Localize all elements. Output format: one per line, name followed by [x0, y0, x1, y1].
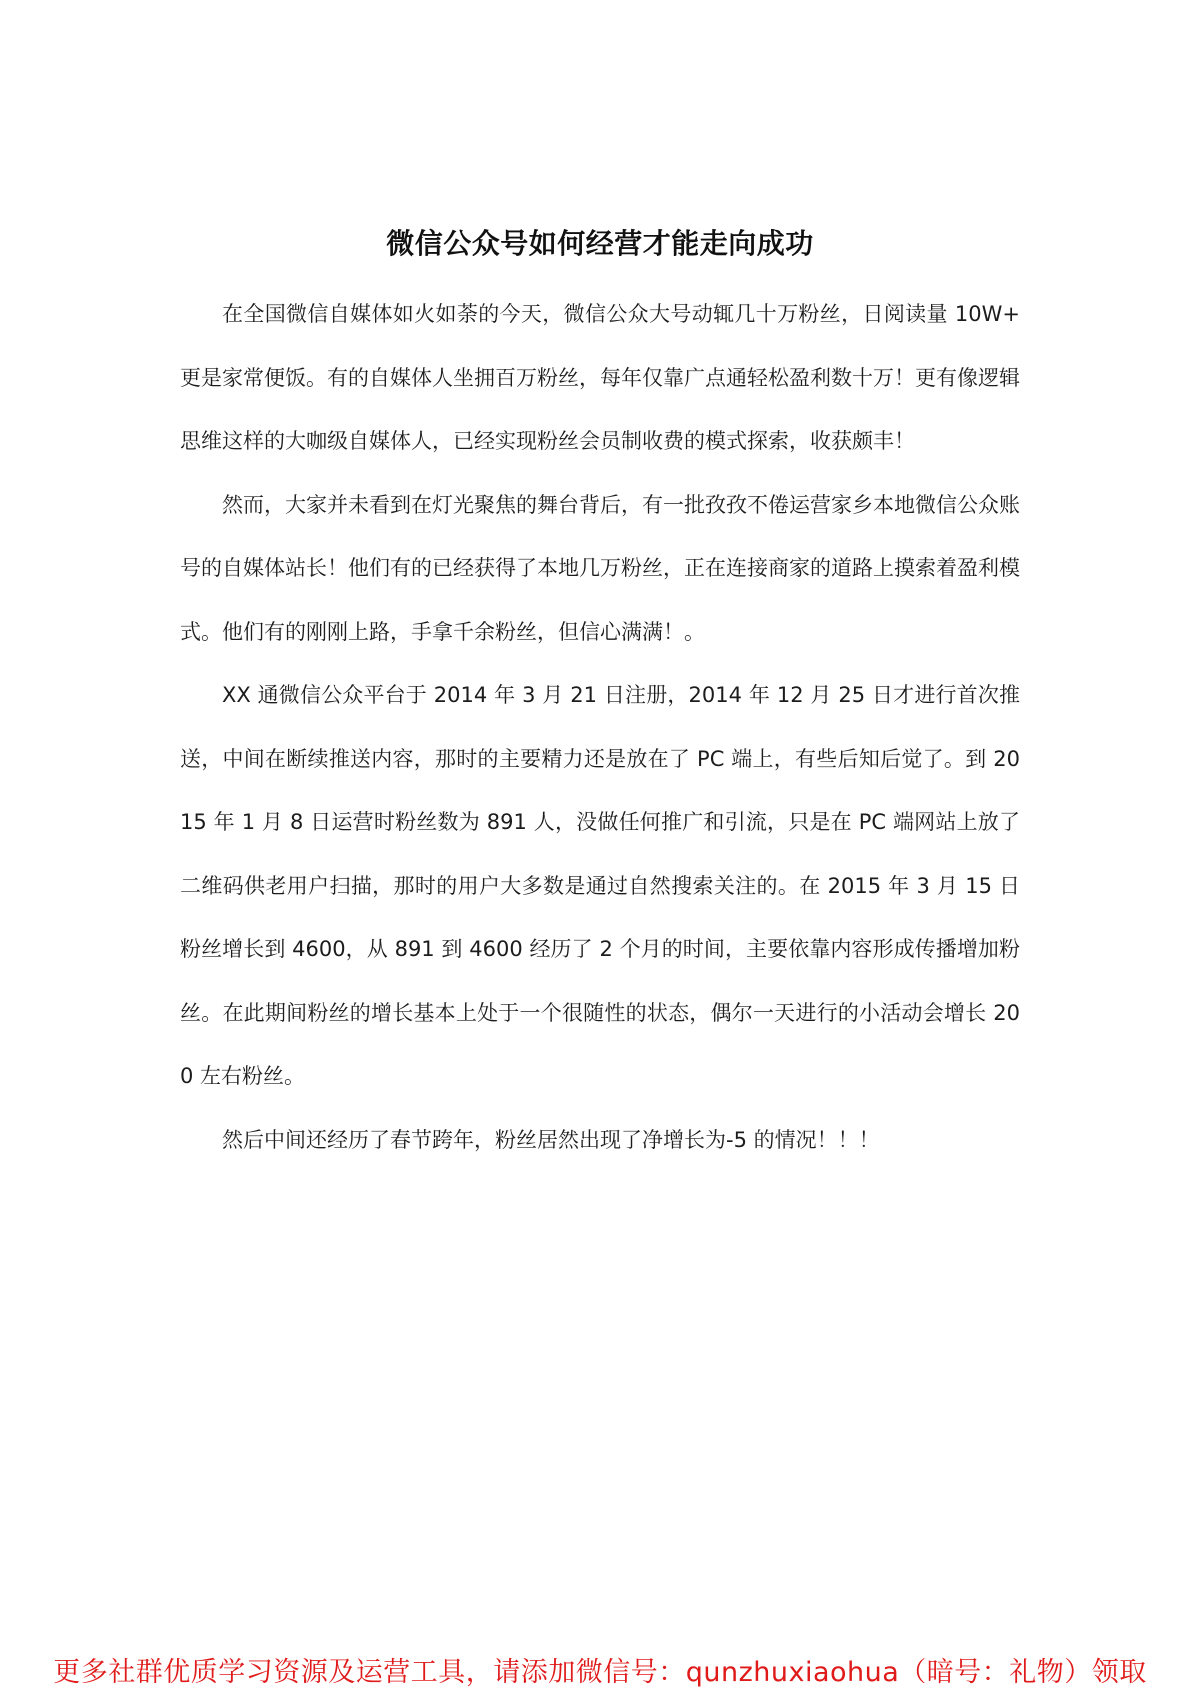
promo-footer: 更多社群优质学习资源及运营工具，请添加微信号：qunzhuxiaohua（暗号：礼物）领取 — [53, 1657, 1147, 1688]
paragraph-3: XX 通微信公众平台于 2014 年 3 月 21 日注册，2014 年 12 月 25 日才进行首次推送，中间在断续推送内容，那时的主要精力还是放在了 PC 端上，有些后知后觉了。到 2015 年 1 月 8 日运营时粉丝数为 891 人，没做任何推广和引流，只是在 PC 端网站上放了二维码供老用户扫描，那时的用户大多数是通过自然搜索关注的。在 2015 年 3 月 15 日粉丝增长到 4600，从 891 到 4600 经历了 2 个月的时间，主要依靠内容形成传播增加粉丝。在此期间粉丝的增长基本上处于一个很随性的状态，偶尔一天进行的小活动会增长 200 左右粉丝。 — [180, 683, 1020, 1088]
document-title: 微信公众号如何经营才能走向成功 — [386, 227, 814, 260]
paragraph-2: 然而，大家并未看到在灯光聚焦的舞台背后，有一批孜孜不倦运营家乡本地微信公众账号的自媒体站长！他们有的已经获得了本地几万粉丝，正在连接商家的道路上摸索着盈利模式。他们有的刚刚上路，手拿千余粉丝，但信心满满！。 — [180, 492, 1020, 644]
document-body — [180, 283, 1020, 1172]
paragraph-4: 然后中间还经历了春节跨年，粉丝居然出现了净增长为-5 的情况！！！ — [222, 1127, 880, 1152]
paragraph-1: 在全国微信自媒体如火如荼的今天，微信公众大号动辄几十万粉丝，日阅读量 10W+ 更是家常便饭。有的自媒体人坐拥百万粉丝，每年仅靠广点通轻松盈利数十万！更有像逻辑思维这样的大咖级自媒体人，已经实现粉丝会员制收费的模式探索，收获颇丰！ — [180, 302, 1020, 453]
